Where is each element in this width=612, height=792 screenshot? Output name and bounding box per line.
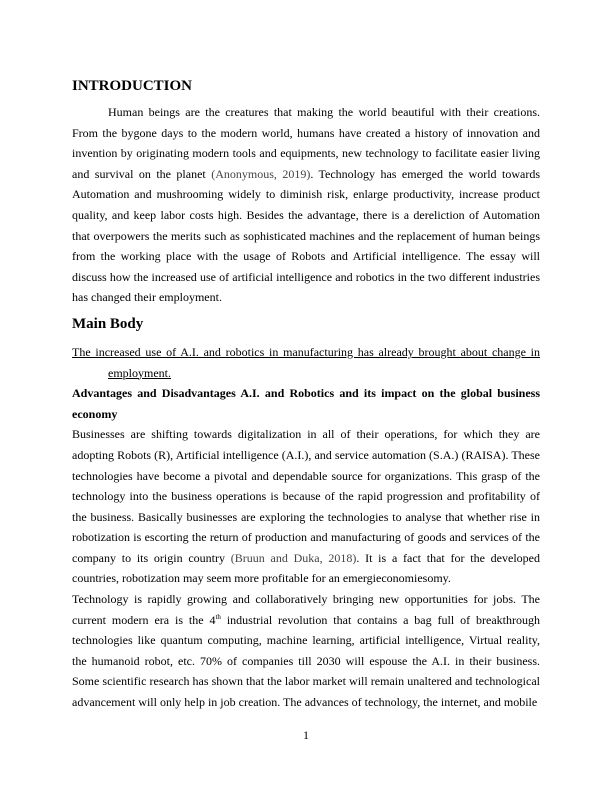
main-body-heading: Main Body bbox=[72, 315, 144, 332]
introduction-heading: INTRODUCTION bbox=[72, 78, 193, 94]
page-content bbox=[72, 76, 540, 713]
intro-citation: (Anonymous, 2019) bbox=[211, 166, 311, 181]
intro-text-b: . Technology has emerged the world towards Automation and mushrooming widely to diminish risk, enlarge productivity, increase product quality, and keep labor costs high. Besides the advantage, there is a dereliction of Automation that overpowers the merits such as sophisticated machines and the replacement of human beings from the working place with the usage of Robots and Artificial intelligence. The essay will discuss how the increased use of artificial intelligence and robotics in the two different industries has changed their employment. bbox=[72, 166, 540, 305]
p2-text-b: . It is a fact that for the developed countries, robotization may seem more profitable for an emergieconomiesomy. bbox=[72, 550, 540, 586]
intro-text-a: Human beings are the creatures that making the world beautiful with their creations. From the bygone days to the modern world, humans have created a history of innovation and invention by originating modern tools and equipments, new technology to facilitate easier living and survival on the planet bbox=[72, 105, 540, 181]
intro-paragraph bbox=[72, 102, 540, 308]
underlined-subheading: The increased use of A.I. and robotics in manufacturing has already brought about change in employment. bbox=[72, 344, 540, 380]
body-paragraph-technology bbox=[72, 589, 540, 713]
p2-text-a: Businesses are shifting towards digitalization in all of their operations, for which they are adopting Robots (R), Artificial intelligence (A.I.), and service automation (S.A.) (RAISA). These technologies have become a pivotal and dependable source for organizations. This grasp of the technology into the business operations is because of the rapid progression and profitability of the business. Basically businesses are exploring the technologies to analyse that whether rise in robotization is escorting the return of production and manufacturing of goods and services of the company to its origin country bbox=[72, 427, 540, 565]
p3-superscript: th bbox=[215, 612, 221, 621]
bold-subheading: Advantages and Disadvantages A.I. and Robotics and its impact on the global business economy bbox=[72, 386, 540, 421]
p3-text-b: industrial revolution that contains a bag full of breakthrough technologies like quantum computing, machine learning, artificial intelligence, Virtual reality, the humanoid robot, etc. 70% of companies till 2030 will espouse the A.I. in their business. Some scientific research has shown that the labor market will remain unaltered and technological advancement will only help in job creation. The advances of technology, the internet, and mobile bbox=[72, 612, 540, 710]
p3-text-a: Technology is rapidly growing and collaboratively bringing new opportunities for jobs. The current modern era is the 4 bbox=[72, 592, 540, 627]
page-number: 1 bbox=[303, 728, 309, 742]
p2-citation: (Bruun and Duka, 2018) bbox=[230, 550, 357, 565]
body-paragraph-digitalization bbox=[72, 424, 540, 589]
